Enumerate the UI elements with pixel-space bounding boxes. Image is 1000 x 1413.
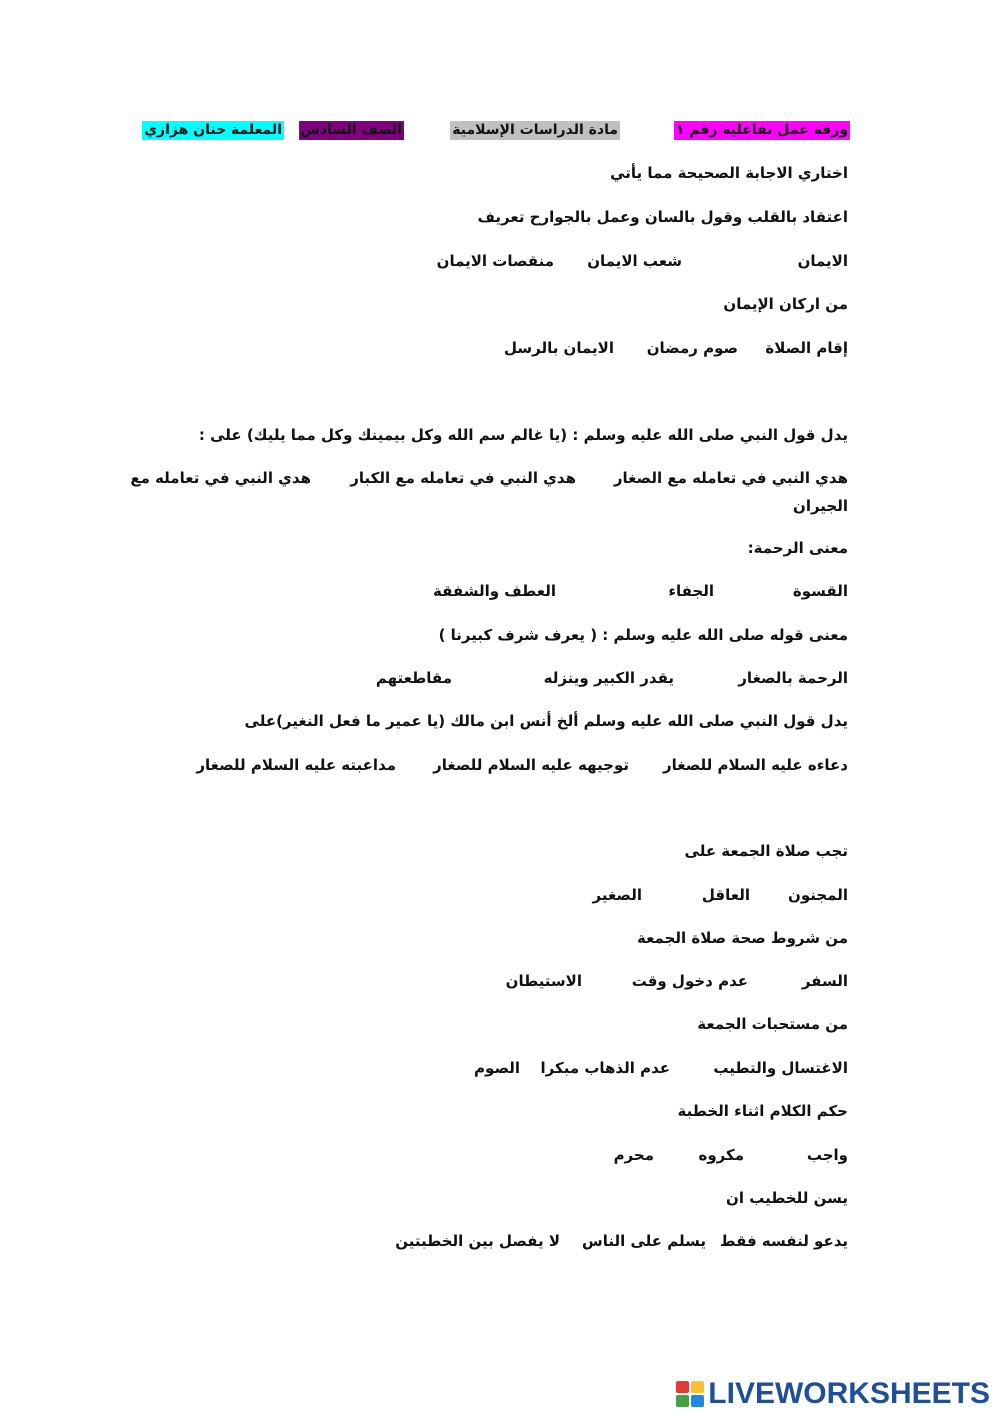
question-2: من اركان الإيمان <box>723 295 848 313</box>
option-10-b[interactable]: مكروه <box>698 1146 744 1164</box>
liveworksheets-logo-icon <box>676 1381 704 1407</box>
option-8-b[interactable]: عدم دخول وقت <box>631 972 748 990</box>
option-2-a[interactable]: إقام الصلاة <box>765 339 848 357</box>
option-6-c[interactable]: مداعبته عليه السلام للصغار <box>196 756 396 774</box>
brand-name: LIVEWORKSHEETS <box>708 1377 990 1410</box>
option-10-c[interactable]: محرم <box>613 1146 654 1164</box>
option-5-b[interactable]: يقدر الكبير وينزله <box>543 669 674 687</box>
option-9-c[interactable]: الصوم <box>474 1059 520 1077</box>
option-6-b[interactable]: توجيهه عليه السلام للصغار <box>433 756 629 774</box>
option-10-a[interactable]: واجب <box>806 1146 848 1164</box>
teacher-name: المعلمة حنان هزازي <box>144 122 282 138</box>
question-4: معنى الرحمة: <box>747 539 848 557</box>
question-3: يدل قول النبي صلى الله عليه وسلم : (يا غالم سم الله وكل بيمينك وكل مما يليك) على : <box>198 426 848 444</box>
question-9: من مستحبات الجمعة <box>697 1015 848 1033</box>
subject-title: مادة الدراسات الإسلامية <box>452 122 618 138</box>
grade-label: الصف السادس <box>300 122 402 138</box>
question-8: من شروط صحة صلاة الجمعة <box>636 929 848 947</box>
option-4-c[interactable]: العطف والشفقة <box>433 582 556 600</box>
liveworksheets-logo <box>676 1378 990 1410</box>
question-5: معنى قوله صلى الله عليه وسلم : ( يعرف شرف كبيرنا ) <box>438 626 848 644</box>
option-2-b[interactable]: صوم رمضان <box>646 339 738 357</box>
option-11-b[interactable]: يسلم على الناس <box>582 1232 706 1250</box>
option-7-b[interactable]: العاقل <box>701 886 750 904</box>
worksheet-number: ورقة عمل تفاعلية رقم ١ <box>675 122 848 138</box>
question-7: تجب صلاة الجمعة على <box>684 842 848 860</box>
option-8-a[interactable]: السفر <box>801 972 848 990</box>
option-3-b[interactable]: هدي النبي في تعامله مع الكبار <box>350 469 576 487</box>
question-1: اعتقاد بالقلب وقول بالسان وعمل بالجوارح تعريف <box>477 208 848 226</box>
option-7-c[interactable]: الصغير <box>592 886 642 904</box>
option-6-a[interactable]: دعاءه عليه السلام للصغار <box>662 756 848 774</box>
option-11-c[interactable]: لا يفصل بين الخطبتين <box>395 1232 560 1250</box>
option-1-c[interactable]: منقصات الايمان <box>436 252 554 270</box>
option-5-a[interactable]: الرحمة بالصغار <box>738 669 848 687</box>
option-9-a[interactable]: الاغتسال والتطيب <box>713 1059 848 1077</box>
option-8-c[interactable]: الاستيطان <box>505 972 582 990</box>
option-3-a[interactable]: هدي النبي في تعامله مع الصغار <box>613 469 848 487</box>
option-4-a[interactable]: القسوة <box>792 582 848 600</box>
option-4-b[interactable]: الجفاء <box>668 582 714 600</box>
option-1-a[interactable]: الايمان <box>797 252 848 270</box>
option-5-c[interactable]: مقاطعتهم <box>375 669 452 687</box>
option-7-a[interactable]: المجنون <box>788 886 848 904</box>
option-2-c[interactable]: الايمان بالرسل <box>503 339 614 357</box>
instruction: اختاري الاجابة الصحيحة مما يأتي <box>610 164 848 182</box>
option-9-b[interactable]: عدم الذهاب مبكرا <box>540 1059 670 1077</box>
question-6: يدل قول النبي صلى الله عليه وسلم ألخ أنس ابن مالك (يا عمير ما فعل النغير)على <box>244 712 848 730</box>
option-3-c[interactable]: هدي النبي في تعامله مع <box>130 469 311 487</box>
question-10: حكم الكلام اثناء الخطبة <box>677 1102 848 1120</box>
question-11: يسن للخطيب ان <box>726 1189 848 1207</box>
option-11-a[interactable]: يدعو لنفسه فقط <box>720 1232 848 1250</box>
option-1-b[interactable]: شعب الايمان <box>587 252 682 270</box>
option-3-c-cont[interactable]: الجيران <box>793 497 848 515</box>
